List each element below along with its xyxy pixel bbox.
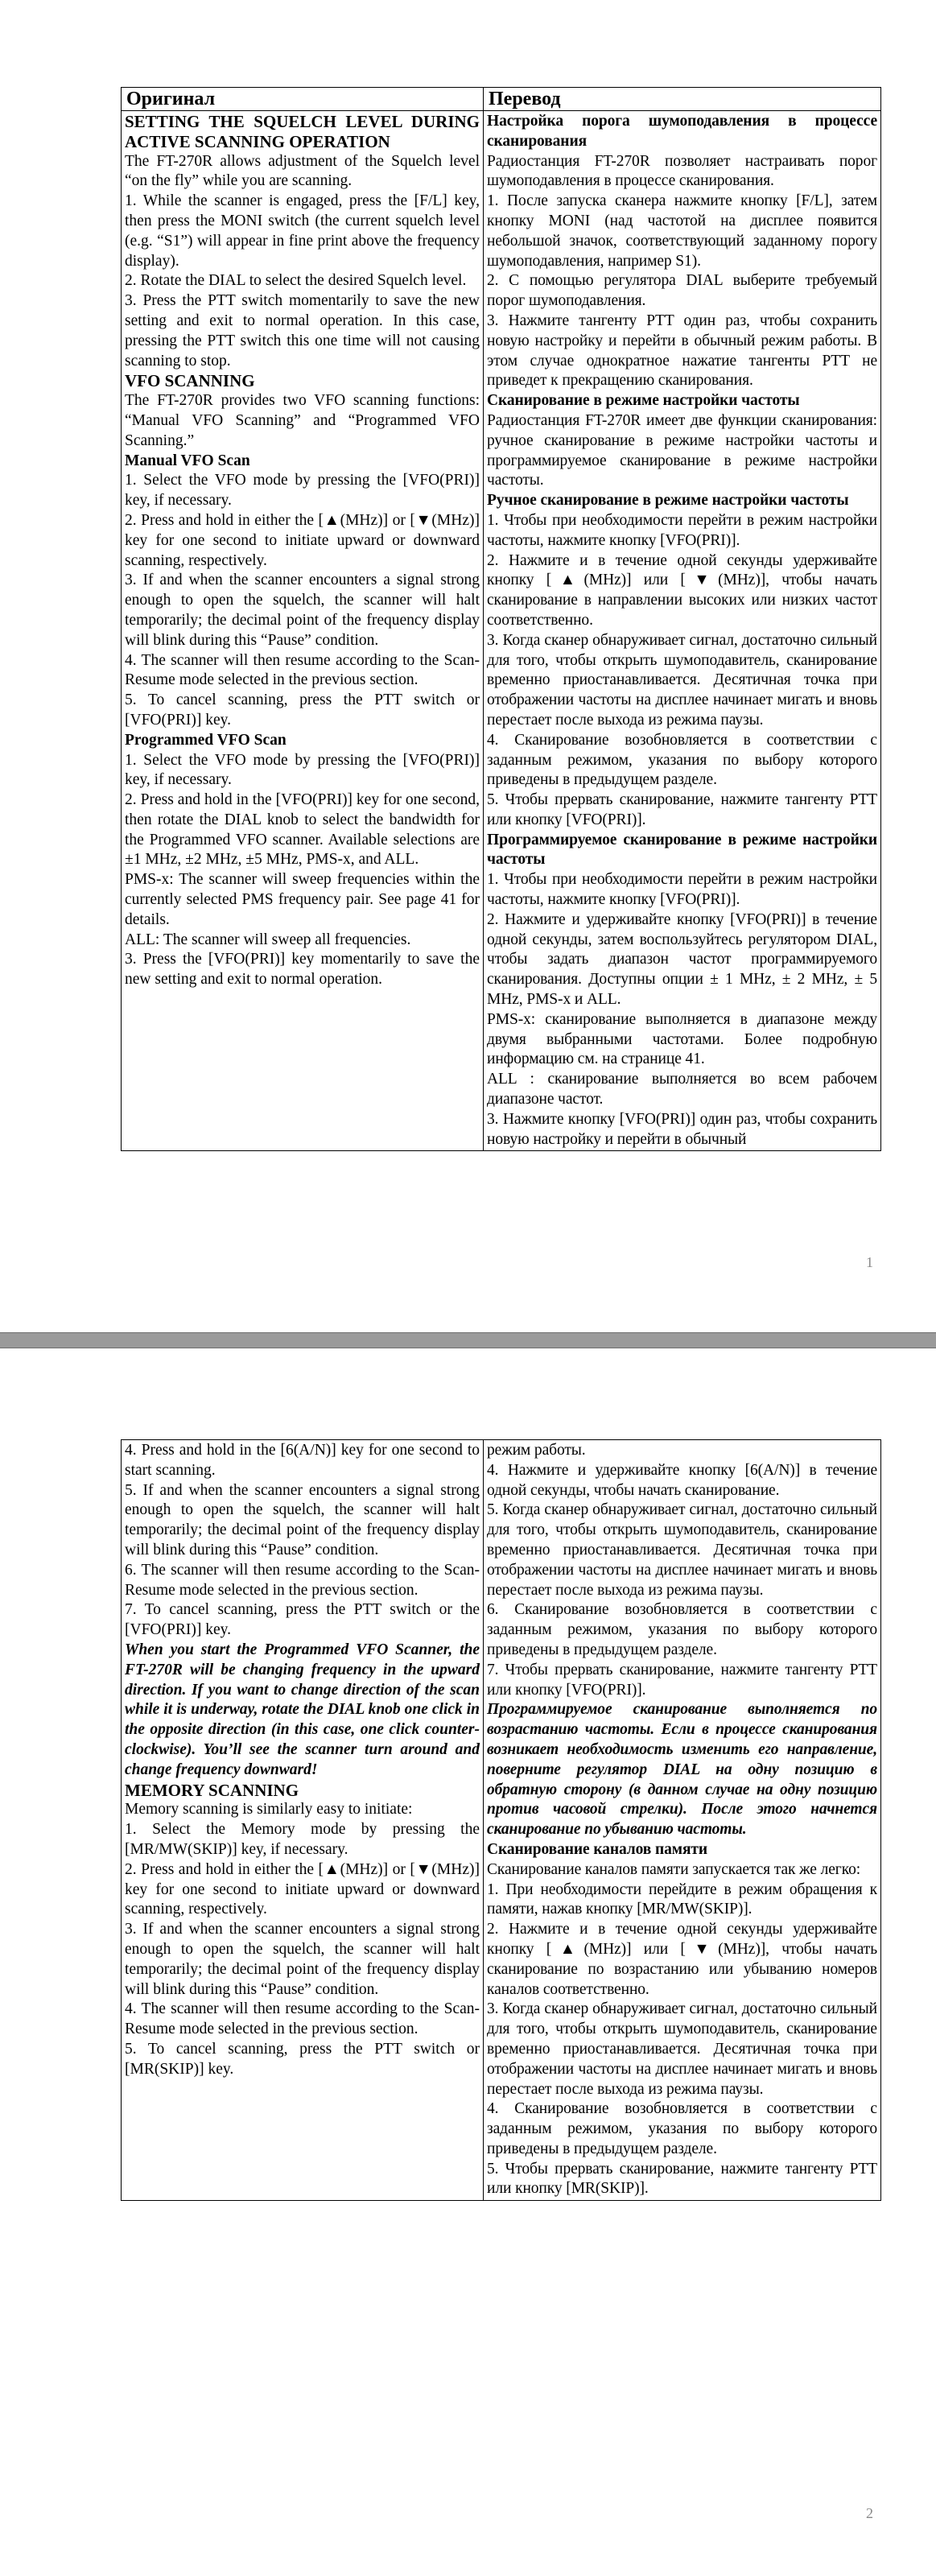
paragraph: 3. Нажмите кнопку [VFO(PRI)] один раз, чтобы сохранить новую настройку и перейти в обычный [487, 1110, 877, 1148]
paragraph: 3. If and when the scanner encounters a signal strong enough to open the squelch, the scanner will halt temporarily; the decimal point of the frequency display will blink during this “Pause” condition. [125, 572, 480, 649]
paragraph: The FT-270R allows adjustment of the Squelch level “on the fly” while you are scanning. [125, 152, 480, 190]
document-page-2 [0, 1352, 936, 2576]
section-heading: Программируемое сканирование в режиме настройки частоты [487, 831, 877, 869]
paragraph: 2. Press and hold in either the [▲(MHz)] or [▼(MHz)] key for one second to initiate upward or downward scanning, respectively. [125, 511, 480, 569]
paragraph: PMS-x: The scanner will sweep frequencies within the currently selected PMS frequency pair. See page 41 for details. [125, 871, 480, 928]
paragraph: Memory scanning is similarly easy to initiate: [125, 1801, 413, 1818]
translation-table [121, 1439, 881, 2201]
paragraph: ALL : сканирование выполняется во всем рабочем диапазоне частот. [487, 1071, 877, 1108]
paragraph: 4. Нажмите и удерживайте кнопку [6(A/N)] в течение одной секунды, чтобы начать сканирование. [487, 1461, 877, 1499]
paragraph: 5. Когда сканер обнаруживает сигнал, достаточно сильный для того, чтобы открыть шумоподавитель, сканирование временно приостанавливается. Десятичная точка при отображении частоты на дисплее начинает мигать и вновь перестает после выхода из режима паузы. [487, 1501, 877, 1599]
section-heading: Manual VFO Scan [125, 452, 250, 469]
section-heading: MEMORY SCANNING [125, 1780, 299, 1800]
table-row [122, 1440, 881, 2201]
paragraph: 2. Press and hold in either the [▲(MHz)] or [▼(MHz)] key for one second to initiate upward or downward scanning, respectively. [125, 1860, 480, 1918]
paragraph: 1. Select the Memory mode by pressing the [MR/MW(SKIP)] key, if necessary. [125, 1821, 480, 1858]
paragraph: Сканирование каналов памяти запускается так же легко: [487, 1860, 861, 1878]
translation-column [484, 1440, 881, 2201]
table-row [122, 111, 881, 1151]
paragraph: Радиостанция FT-270R имеет две функции сканирования: ручное сканирование в режиме настройки частоты и программируемое сканирование в режиме настройки частоты. [487, 411, 877, 489]
header-translation: Перевод [484, 88, 881, 111]
translation-column [484, 111, 881, 1151]
translation-table [121, 87, 881, 1151]
paragraph: 2. Press and hold in the [VFO(PRI)] key for one second, then rotate the DIAL knob to select the bandwidth for the Programmed VFO scanner. Available selections are ±1 MHz, ±2 MHz, ±5 MHz, PMS-x, and ALL. [125, 791, 480, 869]
table-header-row [122, 88, 881, 111]
paragraph: 3. Press the [VFO(PRI)] key momentarily to save the new setting and exit to normal operation. [125, 951, 480, 989]
paragraph: 2. Нажмите и в течение одной секунды удерживайте кнопку [▲(MHz)] или [▼(MHz)], чтобы начать сканирование в направлении высоких или низких частот соответственно. [487, 551, 877, 629]
paragraph: 3. Нажмите тангенту PTT один раз, чтобы сохранить новую настройку и перейти в обычный режим работы. В этом случае однократное нажатие тангенты PTT не приведет к прекращению сканирования. [487, 312, 877, 390]
paragraph: 2. С помощью регулятора DIAL выберите требуемый порог шумоподавления. [487, 272, 877, 310]
original-column [122, 1440, 484, 2201]
paragraph: 1. После запуска сканера нажмите кнопку [F/L], затем кнопку MONI (над частотой на дисплее появится небольшой значок, соответствующий заданному порогу шумоподавления, например S1). [487, 192, 877, 270]
paragraph: 4. Сканирование возобновляется в соответствии с заданным режимом, указания по выбору которого приведены в предыдущем разделе. [487, 2100, 877, 2157]
paragraph: 5. Чтобы прервать сканирование, нажмите тангенту PTT или кнопку [MR(SKIP)]. [487, 2160, 877, 2198]
section-heading: Ручное сканирование в режиме настройки частоты [487, 492, 849, 510]
paragraph: 1. При необходимости перейдите в режим обращения к памяти, нажав кнопку [MR/MW(SKIP)]. [487, 1880, 877, 1918]
paragraph: 4. Press and hold in the [6(A/N)] key for one second to start scanning. [125, 1442, 480, 1479]
section-heading: VFO SCANNING [125, 371, 255, 391]
page-separator [0, 1320, 936, 1352]
paragraph: 1. Чтобы при необходимости перейти в режим настройки частоты, нажмите кнопку [VFO(PRI)]. [487, 871, 877, 909]
page-number: 1 [866, 1254, 873, 1270]
paragraph: 5. To cancel scanning, press the PTT switch or [VFO(PRI)] key. [125, 691, 480, 729]
paragraph: 6. Сканирование возобновляется в соответствии с заданным режимом, указания по выбору которого приведены в предыдущем разделе. [487, 1601, 877, 1658]
header-original: Оригинал [122, 88, 484, 111]
paragraph: 3. Когда сканер обнаруживает сигнал, достаточно сильный для того, чтобы открыть шумоподавитель, сканирование временно приостанавливается. Десятичная точка при отображении частоты на дисплее начинает мигать и вновь перестает после выхода из режима паузы. [487, 2000, 877, 2098]
paragraph: PMS-x: сканирование выполняется в диапазоне между двумя выбранными частотами. Более подробную информацию см. на странице 41. [487, 1010, 877, 1068]
paragraph: 5. If and when the scanner encounters a signal strong enough to open the squelch, the scanner will halt temporarily; the decimal point of the frequency display will blink during this “Pause” condition. [125, 1481, 480, 1558]
page-number: 2 [866, 2505, 873, 2521]
paragraph: 5. Чтобы прервать сканирование, нажмите тангенту PTT или кнопку [VFO(PRI)]. [487, 791, 877, 828]
section-heading: Сканирование в режиме настройки частоты [487, 392, 800, 410]
paragraph: 1. Чтобы при необходимости перейти в режим настройки частоты, нажмите кнопку [VFO(PRI)]. [487, 511, 877, 549]
paragraph: 3. If and when the scanner encounters a signal strong enough to open the squelch, the scanner will halt temporarily; the decimal point of the frequency display will blink during this “Pause” condition. [125, 1921, 480, 1998]
paragraph: 6. The scanner will then resume according to the Scan-Resume mode selected in the previous section. [125, 1561, 480, 1599]
paragraph: When you start the Programmed VFO Scanner, the FT-270R will be changing frequency in the upward direction. If you want to change direction of the scan while it is underway, rotate the DIAL knob one click in the opposite direction (in this case, one click counter-clockwise). You’ll see the scanner turn around and change frequency downward! [125, 1641, 480, 1778]
paragraph: режим работы. [487, 1442, 586, 1459]
paragraph: 7. To cancel scanning, press the PTT switch or the [VFO(PRI)] key. [125, 1601, 480, 1639]
paragraph: 1. Select the VFO mode by pressing the [VFO(PRI)] key, if necessary. [125, 751, 480, 789]
section-heading: Сканирование каналов памяти [487, 1840, 708, 1858]
section-heading: Настройка порога шумоподавления в процессе сканирования [487, 113, 877, 150]
paragraph: 3. Press the PTT switch momentarily to save the new setting and exit to normal operation. In this case, pressing the PTT switch this one time will not causing scanning to stop. [125, 292, 480, 369]
paragraph: 4. The scanner will then resume according to the Scan-Resume mode selected in the previous section. [125, 651, 480, 689]
paragraph: 4. Сканирование возобновляется в соответствии с заданным режимом, указания по выбору которого приведены в предыдущем разделе. [487, 731, 877, 789]
paragraph: 4. The scanner will then resume according to the Scan-Resume mode selected in the previous section. [125, 2000, 480, 2038]
paragraph: The FT-270R provides two VFO scanning functions: “Manual VFO Scanning” and “Programmed VFO Scanning.” [125, 392, 480, 449]
paragraph: 3. Когда сканер обнаруживает сигнал, достаточно сильный для того, чтобы открыть шумоподавитель, сканирование временно приостанавливается. Десятичная точка при отображении частоты на дисплее начинает мигать и вновь перестает после выхода из режима паузы. [487, 631, 877, 729]
paragraph: 1. While the scanner is engaged, press the [F/L] key, then press the MONI switch (the current squelch level (e.g. “S1”) will appear in fine print above the frequency display). [125, 192, 480, 270]
section-heading: SETTING THE SQUELCH LEVEL DURING ACTIVE SCANNING OPERATION [125, 112, 480, 151]
paragraph: 2. Rotate the DIAL to select the desired Squelch level. [125, 272, 467, 290]
paragraph: 2. Нажмите и удерживайте кнопку [VFO(PRI)] в течение одной секунды, затем воспользуйтесь регулятором DIAL, чтобы задать диапазон частот программируемого сканирования. Доступны опции ± 1 MHz, ± 2 MHz, ± 5 MHz, PMS-x и ALL. [487, 910, 877, 1009]
section-heading: Programmed VFO Scan [125, 731, 287, 749]
paragraph: 1. Select the VFO mode by pressing the [VFO(PRI)] key, if necessary. [125, 472, 480, 510]
paragraph: 2. Нажмите и в течение одной секунды удерживайте кнопку [▲(MHz)] или [▼(MHz)], чтобы начать сканирование по возрастанию или убыванию номеров каналов соответственно. [487, 1921, 877, 1998]
paragraph: ALL: The scanner will sweep all frequencies. [125, 931, 411, 948]
paragraph: Программируемое сканирование выполняется по возрастанию частоты. Если в процессе сканирования возникает необходимость изменить его направление, поверните регулятор DIAL на одну позицию в обратную сторону (в данном случае на одну позицию против часовой стрелки). После этого начнется сканирование по убыванию частоты. [487, 1701, 877, 1839]
paragraph: Радиостанция FT-270R позволяет настраивать порог шумоподавления в процессе сканирования. [487, 152, 877, 190]
original-column [122, 111, 484, 1151]
paragraph: 7. Чтобы прервать сканирование, нажмите тангенту PTT или кнопку [VFO(PRI)]. [487, 1661, 877, 1699]
paragraph: 5. To cancel scanning, press the PTT switch or [MR(SKIP)] key. [125, 2040, 480, 2078]
